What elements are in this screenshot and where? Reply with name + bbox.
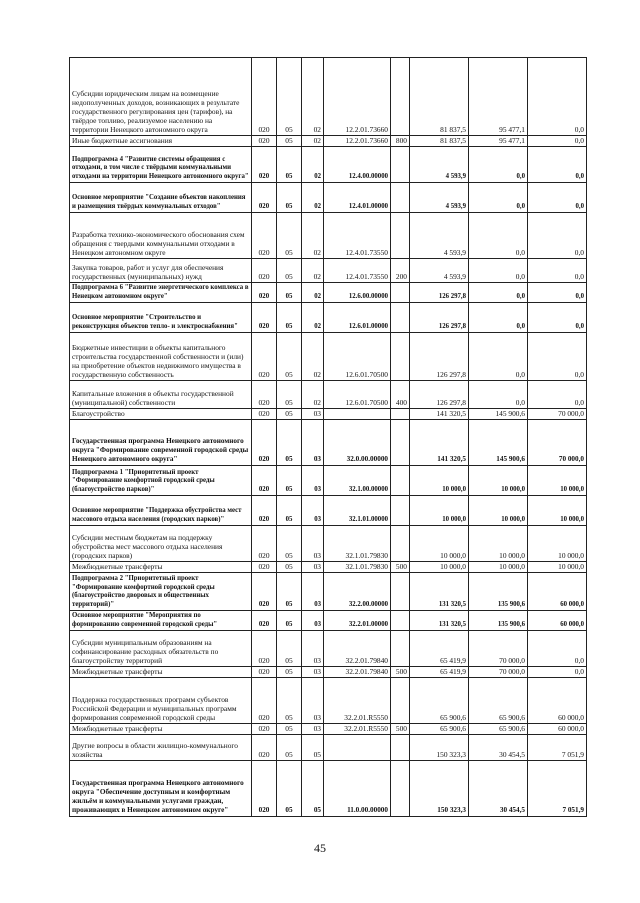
amount-year-2: 135 900,6: [469, 611, 528, 631]
amount-year-2: 145 900,6: [469, 409, 528, 420]
amount-year-3: 0,0: [528, 381, 587, 409]
amount-year-1: 126 297,8: [410, 381, 469, 409]
expense-type-code: [391, 147, 410, 183]
expense-type-code: 800: [391, 136, 410, 147]
amount-year-1: 65 419,9: [410, 667, 469, 678]
ministry-code: 020: [252, 611, 277, 631]
row-name: Межбюджетные трансферты: [70, 562, 252, 573]
target-article-code: 32.0.00.00000: [324, 420, 391, 466]
subsection-code: 03: [302, 466, 324, 496]
table-row: [70, 735, 587, 761]
subsection-code: 03: [302, 631, 324, 667]
section-code: 05: [277, 303, 302, 333]
section-code: 05: [277, 213, 302, 259]
table-row: [70, 761, 587, 817]
expense-type-code: [391, 303, 410, 333]
expense-type-code: [391, 611, 410, 631]
amount-year-1: 10 000,0: [410, 496, 469, 526]
expense-type-code: [391, 283, 410, 303]
amount-year-1: 126 297,8: [410, 283, 469, 303]
row-name: Подпрограмма 2 "Приоритетный проект "Формирование комфортной городской среды (благоустройство дворовых и общественных территорий)": [70, 573, 252, 611]
table-row: [70, 58, 587, 136]
ministry-code: 020: [252, 259, 277, 283]
row-name: Бюджетные инвестиции в объекты капитального строительства государственной собственности и (или) на приобретение объектов недвижимого имущества в государственную собственность: [70, 333, 252, 381]
ministry-code: 020: [252, 735, 277, 761]
row-name: Основное мероприятие "Создание объектов накопления и размещения твёрдых коммунальных отходов": [70, 183, 252, 213]
ministry-code: 020: [252, 381, 277, 409]
subsection-code: 02: [302, 136, 324, 147]
subsection-code: 03: [302, 526, 324, 562]
amount-year-2: 65 900,6: [469, 724, 528, 735]
ministry-code: 020: [252, 526, 277, 562]
amount-year-3: 10 000,0: [528, 496, 587, 526]
target-article-code: 32.2.01.R5550: [324, 724, 391, 735]
table-row: [70, 631, 587, 667]
target-article-code: 12.4.01.00000: [324, 183, 391, 213]
amount-year-2: 0,0: [469, 259, 528, 283]
subsection-code: 02: [302, 303, 324, 333]
amount-year-1: 81 837,5: [410, 58, 469, 136]
amount-year-2: 65 900,6: [469, 678, 528, 724]
ministry-code: 020: [252, 678, 277, 724]
target-article-code: 12.4.00.00000: [324, 147, 391, 183]
amount-year-2: 145 900,6: [469, 420, 528, 466]
subsection-code: 02: [302, 147, 324, 183]
subsection-code: 02: [302, 259, 324, 283]
expense-type-code: 500: [391, 667, 410, 678]
ministry-code: 020: [252, 420, 277, 466]
target-article-code: 32.2.01.79840: [324, 631, 391, 667]
expense-type-code: [391, 466, 410, 496]
expense-type-code: [391, 678, 410, 724]
subsection-code: 02: [302, 333, 324, 381]
section-code: 05: [277, 667, 302, 678]
section-code: 05: [277, 381, 302, 409]
ministry-code: 020: [252, 631, 277, 667]
ministry-code: 020: [252, 183, 277, 213]
amount-year-3: 10 000,0: [528, 562, 587, 573]
ministry-code: 020: [252, 724, 277, 735]
target-article-code: 12.6.01.70500: [324, 333, 391, 381]
table-row: [70, 409, 587, 420]
ministry-code: 020: [252, 147, 277, 183]
amount-year-1: 4 593,9: [410, 213, 469, 259]
row-name: Иные бюджетные ассигнования: [70, 136, 252, 147]
subsection-code: 02: [302, 213, 324, 259]
amount-year-1: 126 297,8: [410, 333, 469, 381]
amount-year-3: 70 000,0: [528, 420, 587, 466]
table-row: [70, 667, 587, 678]
row-name: Межбюджетные трансферты: [70, 667, 252, 678]
target-article-code: 12.6.00.00000: [324, 283, 391, 303]
amount-year-3: 60 000,0: [528, 678, 587, 724]
subsection-code: 02: [302, 381, 324, 409]
amount-year-1: 131 320,5: [410, 611, 469, 631]
amount-year-1: 4 593,9: [410, 259, 469, 283]
amount-year-3: 7 051,9: [528, 761, 587, 817]
amount-year-3: 10 000,0: [528, 526, 587, 562]
section-code: 05: [277, 259, 302, 283]
ministry-code: 020: [252, 303, 277, 333]
ministry-code: 020: [252, 562, 277, 573]
amount-year-2: 0,0: [469, 333, 528, 381]
row-name: Другие вопросы в области жилищно-коммунального хозяйства: [70, 735, 252, 761]
table-row: [70, 333, 587, 381]
target-article-code: 32.2.01.00000: [324, 611, 391, 631]
ministry-code: 020: [252, 58, 277, 136]
amount-year-3: 10 000,0: [528, 466, 587, 496]
row-name: Субсидии муниципальным образованиям на софинансирование расходных обязательств по благоустройству территорий: [70, 631, 252, 667]
amount-year-3: 0,0: [528, 183, 587, 213]
expense-type-code: [391, 526, 410, 562]
expense-type-code: 400: [391, 381, 410, 409]
ministry-code: 020: [252, 213, 277, 259]
amount-year-2: 0,0: [469, 183, 528, 213]
section-code: 05: [277, 58, 302, 136]
ministry-code: 020: [252, 283, 277, 303]
subsection-code: 02: [302, 183, 324, 213]
amount-year-3: 0,0: [528, 259, 587, 283]
table-row: [70, 303, 587, 333]
amount-year-3: 0,0: [528, 58, 587, 136]
table-row: [70, 213, 587, 259]
amount-year-2: 0,0: [469, 213, 528, 259]
amount-year-2: 10 000,0: [469, 526, 528, 562]
amount-year-3: 0,0: [528, 147, 587, 183]
amount-year-3: 0,0: [528, 213, 587, 259]
target-article-code: 32.1.01.79830: [324, 526, 391, 562]
amount-year-3: 0,0: [528, 333, 587, 381]
target-article-code: [324, 409, 391, 420]
table-row: [70, 420, 587, 466]
amount-year-2: 70 000,0: [469, 667, 528, 678]
target-article-code: 32.1.01.00000: [324, 496, 391, 526]
amount-year-1: 4 593,9: [410, 183, 469, 213]
amount-year-3: 60 000,0: [528, 573, 587, 611]
row-name: Закупка товаров, работ и услуг для обеспечения государственных (муниципальных) нужд: [70, 259, 252, 283]
table-row: [70, 611, 587, 631]
amount-year-3: 0,0: [528, 631, 587, 667]
section-code: 05: [277, 526, 302, 562]
amount-year-2: 0,0: [469, 303, 528, 333]
ministry-code: 020: [252, 761, 277, 817]
subsection-code: 03: [302, 667, 324, 678]
target-article-code: 12.4.01.73550: [324, 259, 391, 283]
table-row: [70, 724, 587, 735]
section-code: 05: [277, 496, 302, 526]
expense-type-code: [391, 631, 410, 667]
amount-year-1: 65 419,9: [410, 631, 469, 667]
section-code: 05: [277, 183, 302, 213]
amount-year-3: 60 000,0: [528, 724, 587, 735]
expense-type-code: [391, 420, 410, 466]
budget-table: [69, 57, 587, 817]
expense-type-code: [391, 333, 410, 381]
subsection-code: 02: [302, 283, 324, 303]
section-code: 05: [277, 147, 302, 183]
target-article-code: 32.2.01.79840: [324, 667, 391, 678]
target-article-code: 32.2.01.R5550: [324, 678, 391, 724]
row-name: Основное мероприятие "Мероприятия по формированию современной городской среды": [70, 611, 252, 631]
ministry-code: 020: [252, 667, 277, 678]
ministry-code: 020: [252, 136, 277, 147]
amount-year-2: 10 000,0: [469, 496, 528, 526]
table-row: [70, 678, 587, 724]
target-article-code: 12.6.01.00000: [324, 303, 391, 333]
row-name: Основное мероприятие "Поддержка обустройства мест массового отдыха населения (городских парков)": [70, 496, 252, 526]
row-name: Разработка технико-экономического обоснования схем обращения с твердыми коммунальными отходами в Ненецком автономном округе: [70, 213, 252, 259]
table-row: [70, 259, 587, 283]
amount-year-1: 65 900,6: [410, 678, 469, 724]
amount-year-2: 30 454,5: [469, 761, 528, 817]
target-article-code: 32.1.00.00000: [324, 466, 391, 496]
amount-year-2: 0,0: [469, 147, 528, 183]
ministry-code: 020: [252, 496, 277, 526]
expense-type-code: [391, 761, 410, 817]
expense-type-code: 200: [391, 259, 410, 283]
subsection-code: 03: [302, 420, 324, 466]
target-article-code: 12.6.01.70500: [324, 381, 391, 409]
section-code: 05: [277, 283, 302, 303]
amount-year-1: 4 593,9: [410, 147, 469, 183]
amount-year-3: 0,0: [528, 667, 587, 678]
amount-year-1: 10 000,0: [410, 562, 469, 573]
expense-type-code: [391, 573, 410, 611]
table-row: [70, 562, 587, 573]
target-article-code: 12.2.01.73660: [324, 58, 391, 136]
section-code: 05: [277, 420, 302, 466]
section-code: 05: [277, 466, 302, 496]
amount-year-1: 150 323,3: [410, 735, 469, 761]
row-name: Подпрограмма 4 "Развитие системы обращения с отходами, в том числе с твёрдыми коммунальными отходами на территории Ненецкого автономного округа": [70, 147, 252, 183]
row-name: Подпрограмма 1 "Приоритетный проект "Формирование комфортной городской среды (благоустройство парков)": [70, 466, 252, 496]
ministry-code: 020: [252, 409, 277, 420]
table-row: [70, 496, 587, 526]
section-code: 05: [277, 562, 302, 573]
target-article-code: 32.1.01.79830: [324, 562, 391, 573]
target-article-code: [324, 735, 391, 761]
amount-year-3: 7 051,9: [528, 735, 587, 761]
row-name: Государственная программа Ненецкого автономного округа "Обеспечение доступным и комфортным жильём и коммунальными услугами граждан, проживающих в Ненецком автономном округе": [70, 761, 252, 817]
section-code: 05: [277, 761, 302, 817]
table-row: [70, 136, 587, 147]
subsection-code: 02: [302, 58, 324, 136]
target-article-code: 11.0.00.00000: [324, 761, 391, 817]
expense-type-code: [391, 213, 410, 259]
row-name: Субсидии местным бюджетам на поддержку обустройства мест массового отдыха населения (городских парков): [70, 526, 252, 562]
section-code: 05: [277, 631, 302, 667]
subsection-code: 03: [302, 573, 324, 611]
subsection-code: 03: [302, 678, 324, 724]
table-row: [70, 526, 587, 562]
subsection-code: 03: [302, 611, 324, 631]
amount-year-2: 95 477,1: [469, 58, 528, 136]
amount-year-1: 141 320,5: [410, 409, 469, 420]
amount-year-1: 10 000,0: [410, 466, 469, 496]
amount-year-2: 135 900,6: [469, 573, 528, 611]
amount-year-3: 0,0: [528, 303, 587, 333]
section-code: 05: [277, 136, 302, 147]
amount-year-1: 150 323,3: [410, 761, 469, 817]
section-code: 05: [277, 724, 302, 735]
row-name: Основное мероприятие "Строительство и реконструкция объектов тепло- и электроснабжения": [70, 303, 252, 333]
expense-type-code: [391, 58, 410, 136]
row-name: Благоустройство: [70, 409, 252, 420]
amount-year-1: 126 297,8: [410, 303, 469, 333]
subsection-code: 03: [302, 496, 324, 526]
table-row: [70, 283, 587, 303]
amount-year-2: 0,0: [469, 381, 528, 409]
table-row: [70, 381, 587, 409]
row-name: Поддержка государственных программ субъектов Российской Федерации и муниципальных программ формирования современной городской среды: [70, 678, 252, 724]
row-name: Подпрограмма 6 "Развитие энергетического комплекса в Ненецком автономном округе": [70, 283, 252, 303]
section-code: 05: [277, 333, 302, 381]
subsection-code: 05: [302, 735, 324, 761]
table-row: [70, 183, 587, 213]
target-article-code: 12.4.01.73550: [324, 213, 391, 259]
amount-year-1: 65 900,6: [410, 724, 469, 735]
ministry-code: 020: [252, 466, 277, 496]
amount-year-1: 81 837,5: [410, 136, 469, 147]
amount-year-1: 131 320,5: [410, 573, 469, 611]
subsection-code: 03: [302, 409, 324, 420]
expense-type-code: [391, 735, 410, 761]
section-code: 05: [277, 678, 302, 724]
section-code: 05: [277, 573, 302, 611]
amount-year-2: 0,0: [469, 283, 528, 303]
table-row: [70, 147, 587, 183]
row-name: Субсидии юридическим лицам на возмещение недополученных доходов, возникающих в результате государственного регулирования цен (тарифов), на твёрдое топливо, реализуемое населению на территории Ненецкого автономного округа: [70, 58, 252, 136]
section-code: 05: [277, 735, 302, 761]
amount-year-1: 10 000,0: [410, 526, 469, 562]
row-name: Государственная программа Ненецкого автономного округа "Формирование современной городской среды Ненецкого автономного округа": [70, 420, 252, 466]
row-name: Межбюджетные трансферты: [70, 724, 252, 735]
expense-type-code: [391, 183, 410, 213]
table-row: [70, 573, 587, 611]
section-code: 05: [277, 409, 302, 420]
table-row: [70, 466, 587, 496]
expense-type-code: 500: [391, 724, 410, 735]
amount-year-2: 10 000,0: [469, 562, 528, 573]
ministry-code: 020: [252, 333, 277, 381]
row-name: Капитальные вложения в объекты государственной (муниципальной) собственности: [70, 381, 252, 409]
section-code: 05: [277, 611, 302, 631]
target-article-code: 12.2.01.73660: [324, 136, 391, 147]
expense-type-code: 500: [391, 562, 410, 573]
target-article-code: 32.2.00.00000: [324, 573, 391, 611]
expense-type-code: [391, 409, 410, 420]
page-number: 45: [314, 841, 326, 855]
amount-year-1: 141 320,5: [410, 420, 469, 466]
ministry-code: 020: [252, 573, 277, 611]
amount-year-3: 60 000,0: [528, 611, 587, 631]
subsection-code: 03: [302, 562, 324, 573]
amount-year-2: 70 000,0: [469, 631, 528, 667]
amount-year-2: 10 000,0: [469, 466, 528, 496]
amount-year-3: 70 000,0: [528, 409, 587, 420]
subsection-code: 03: [302, 724, 324, 735]
subsection-code: 05: [302, 761, 324, 817]
amount-year-3: 0,0: [528, 283, 587, 303]
expense-type-code: [391, 496, 410, 526]
amount-year-3: 0,0: [528, 136, 587, 147]
amount-year-2: 30 454,5: [469, 735, 528, 761]
amount-year-2: 95 477,1: [469, 136, 528, 147]
